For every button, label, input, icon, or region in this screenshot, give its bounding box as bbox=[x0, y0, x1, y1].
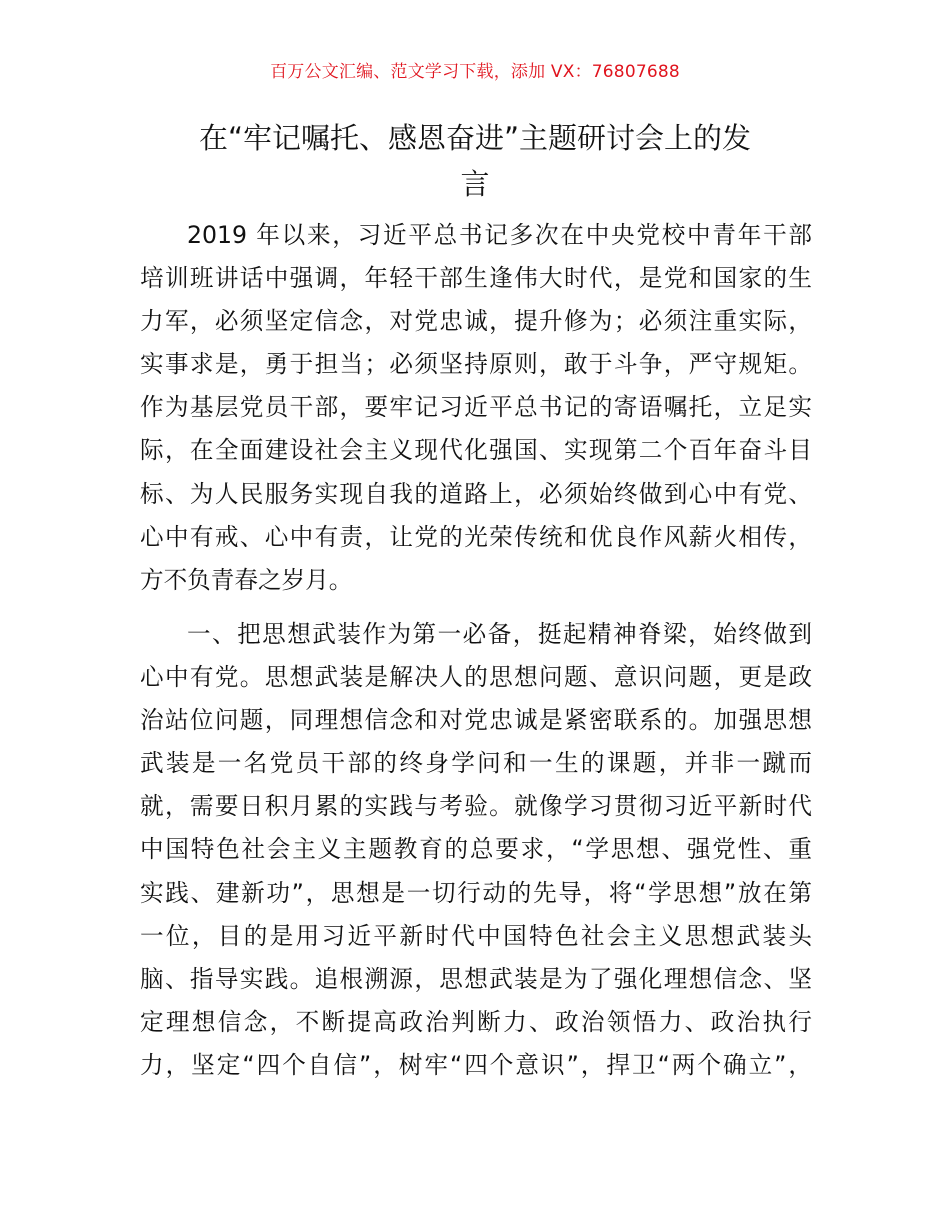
text-line: 定理想信念，不断提高政治判断力、政治领悟力、政治执行 bbox=[140, 1007, 812, 1036]
text-line: 中国特色社会主义主题教育的总要求，“学思想、强党性、重 bbox=[140, 835, 812, 864]
text-line: 标、为人民服务实现自我的道路上，必须始终做到心中有党、 bbox=[140, 479, 812, 508]
text-line: 脑、指导实践。追根溯源，思想武装是为了强化理想信念、坚 bbox=[140, 964, 812, 993]
text-line: 一位，目的是用习近平新时代中国特色社会主义思想武装头 bbox=[140, 921, 812, 950]
text-line: 就，需要日积月累的实践与考验。就像学习贯彻习近平新时代 bbox=[140, 792, 812, 821]
text-line: 2019 年以来，习近平总书记多次在中央党校中青年干部 bbox=[187, 221, 812, 249]
text-line: 作为基层党员干部，要牢记习近平总书记的寄语嘱托，立足实 bbox=[140, 393, 812, 422]
text-line: 武装是一名党员干部的终身学问和一生的课题，并非一蹴而 bbox=[140, 749, 812, 778]
title-line-1: 在“牢记嘱托、感恩奋进”主题研讨会上的发 bbox=[198, 121, 752, 155]
text-line: 力军，必须坚定信念，对党忠诚，提升修为；必须注重实际， bbox=[140, 307, 812, 336]
text-line: 实践、建新功”，思想是一切行动的先导，将“学思想”放在第 bbox=[140, 878, 812, 907]
text-line: 一、把思想武装作为第一必备，挺起精神脊梁，始终做到 bbox=[187, 620, 812, 648]
document-title bbox=[140, 115, 810, 207]
paragraph-1 bbox=[140, 214, 812, 602]
title-line-2: 言 bbox=[460, 167, 490, 201]
text-line: 培训班讲话中强调，年轻干部生逢伟大时代，是党和国家的生 bbox=[140, 264, 812, 293]
text-line: 际，在全面建设社会主义现代化强国、实现第二个百年奋斗目 bbox=[140, 436, 812, 465]
text-line: 方不负青春之岁月。 bbox=[140, 565, 353, 594]
text-line: 力，坚定“四个自信”，树牢“四个意识”，捍卫“两个确立”， bbox=[140, 1050, 812, 1079]
text-line: 实事求是，勇于担当；必须坚持原则，敢于斗争，严守规矩。 bbox=[140, 350, 812, 379]
text-line: 治站位问题，同理想信念和对党忠诚是紧密联系的。加强思想 bbox=[140, 706, 812, 735]
text-line: 心中有党。思想武装是解决人的思想问题、意识问题，更是政 bbox=[140, 663, 812, 692]
paragraph-2 bbox=[140, 613, 812, 1087]
download-banner: 百万公文汇编、范文学习下载，添加 VX：76807688 bbox=[270, 62, 680, 82]
text-line: 心中有戒、心中有责，让党的光荣传统和优良作风薪火相传， bbox=[140, 522, 812, 551]
